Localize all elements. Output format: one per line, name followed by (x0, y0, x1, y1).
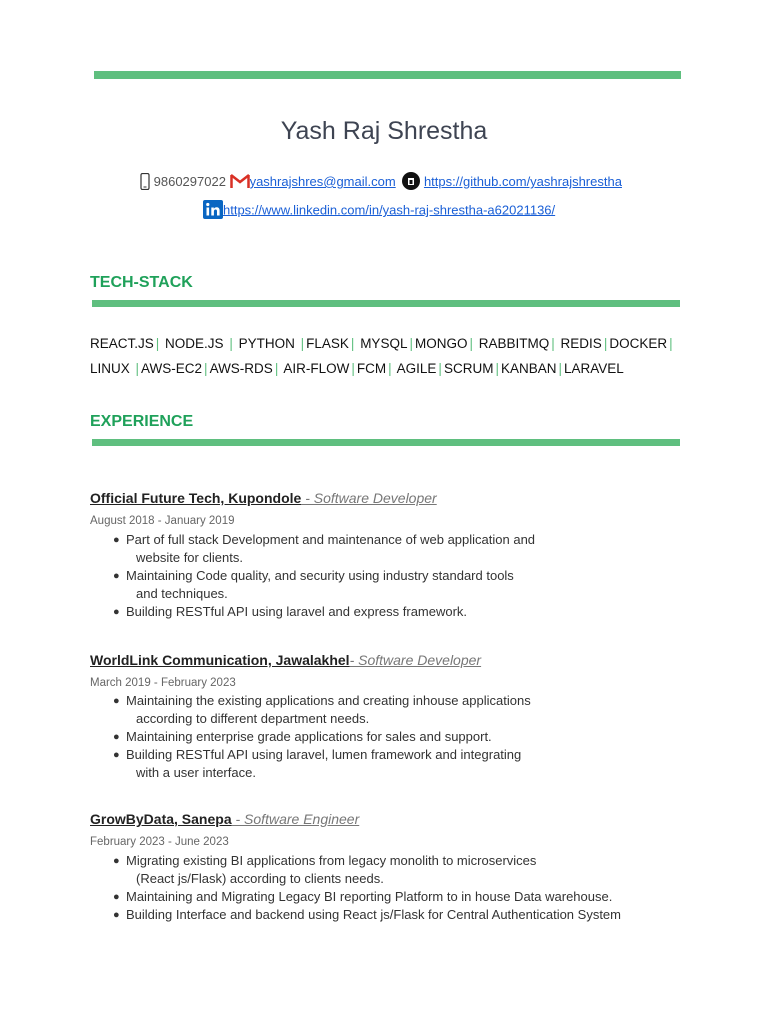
bullet-item: ● Building RESTful API using laravel and express framework. (113, 603, 535, 621)
job-bullets (113, 531, 535, 621)
skill-item: FCM (356, 361, 387, 376)
phone-number: 9860297022 (153, 173, 226, 189)
skill-item: REDIS (560, 336, 602, 351)
skill-item: LINUX (90, 361, 130, 376)
skill-item: PYTHON (238, 336, 295, 351)
gmail-icon (230, 173, 250, 192)
job-bullets (113, 852, 621, 924)
experience-heading: EXPERIENCE (90, 413, 194, 430)
job-title (90, 811, 359, 827)
bullet-item: ● Part of full stack Development and maintenance of web application and website for clients. (113, 531, 535, 567)
contact-line-2 (203, 200, 555, 222)
job-role: - Software Engineer (231, 811, 360, 827)
skill-item: FLASK (306, 336, 349, 351)
company-name: WorldLink Communication, Jawalakhel (90, 652, 350, 668)
skill-item: NODE.JS (165, 336, 224, 351)
skill-item: LARAVEL (564, 361, 624, 376)
bullet-item: ● Building Interface and backend using React js/Flask for Central Authentication System (113, 906, 621, 924)
bullet-item: ● Building RESTful API using laravel, lumen framework and integrating with a user interface. (113, 746, 531, 782)
techstack-divider (92, 300, 680, 307)
phone-icon (140, 173, 150, 193)
job-title (90, 490, 437, 506)
company-name: GrowByData, Sanepa (90, 811, 232, 827)
bullet-item: ● Migrating existing BI applications from legacy monolith to microservices (React js/Flask) according to clients needs. (113, 852, 621, 888)
skill-item: AWS-RDS (209, 361, 273, 376)
job-dates: February 2023 - June 2023 (90, 836, 229, 848)
bullet-item: ● Maintaining and Migrating Legacy BI reporting Platform to in house Data warehouse. (113, 888, 621, 906)
contact-line-1 (140, 172, 622, 193)
job-dates: August 2018 - January 2019 (90, 515, 235, 527)
techstack-line-2: LINUX | AWS-EC2 | AWS-RDS | AIR-FLOW | FCM | AGILE | SCRUM | KANBAN | LARAVEL (90, 361, 624, 376)
linkedin-icon (203, 200, 223, 222)
linkedin-link[interactable]: https://www.linkedin.com/in/yash-raj-shrestha-a62021136/ (223, 202, 556, 218)
skill-item: MONGO (414, 336, 468, 351)
top-divider (94, 71, 681, 79)
job-title (90, 652, 481, 668)
skill-item: KANBAN (500, 361, 557, 376)
skill-item: AGILE (396, 361, 437, 376)
job-dates: March 2019 - February 2023 (90, 677, 236, 689)
job-bullets (113, 692, 531, 782)
techstack-line-1: REACT.JS | NODE.JS | PYTHON | FLASK | MYSQL | MONGO | RABBITMQ | REDIS | DOCKER | (90, 336, 673, 351)
company-name: Official Future Tech, Kupondole (90, 490, 302, 506)
bullet-item: ● Maintaining enterprise grade applications for sales and support. (113, 728, 531, 746)
experience-divider (92, 439, 680, 446)
github-link[interactable]: https://github.com/yashrajshrestha (423, 173, 622, 189)
bullet-item: ● Maintaining Code quality, and security using industry standard tools and techniques. (113, 567, 535, 603)
job-role: - Software Developer (349, 652, 482, 668)
candidate-name: Yash Raj Shrestha (280, 117, 488, 145)
skill-item: AWS-EC2 (141, 361, 203, 376)
github-icon (402, 172, 420, 193)
techstack-heading: TECH-STACK (90, 274, 193, 291)
bullet-item: ● Maintaining the existing applications and creating inhouse applications according to different department needs. (113, 692, 531, 728)
techstack-list (90, 331, 690, 381)
email-link[interactable]: yashrajshres@gmail.com (249, 173, 396, 189)
skill-item: MYSQL (360, 336, 408, 351)
skill-item: RABBITMQ (478, 336, 550, 351)
skill-item: REACT.JS (90, 336, 154, 351)
job-role: - Software Developer (301, 490, 437, 506)
skill-item: DOCKER (609, 336, 668, 351)
skill-item: AIR-FLOW (283, 361, 350, 376)
skill-item: SCRUM (443, 361, 494, 376)
